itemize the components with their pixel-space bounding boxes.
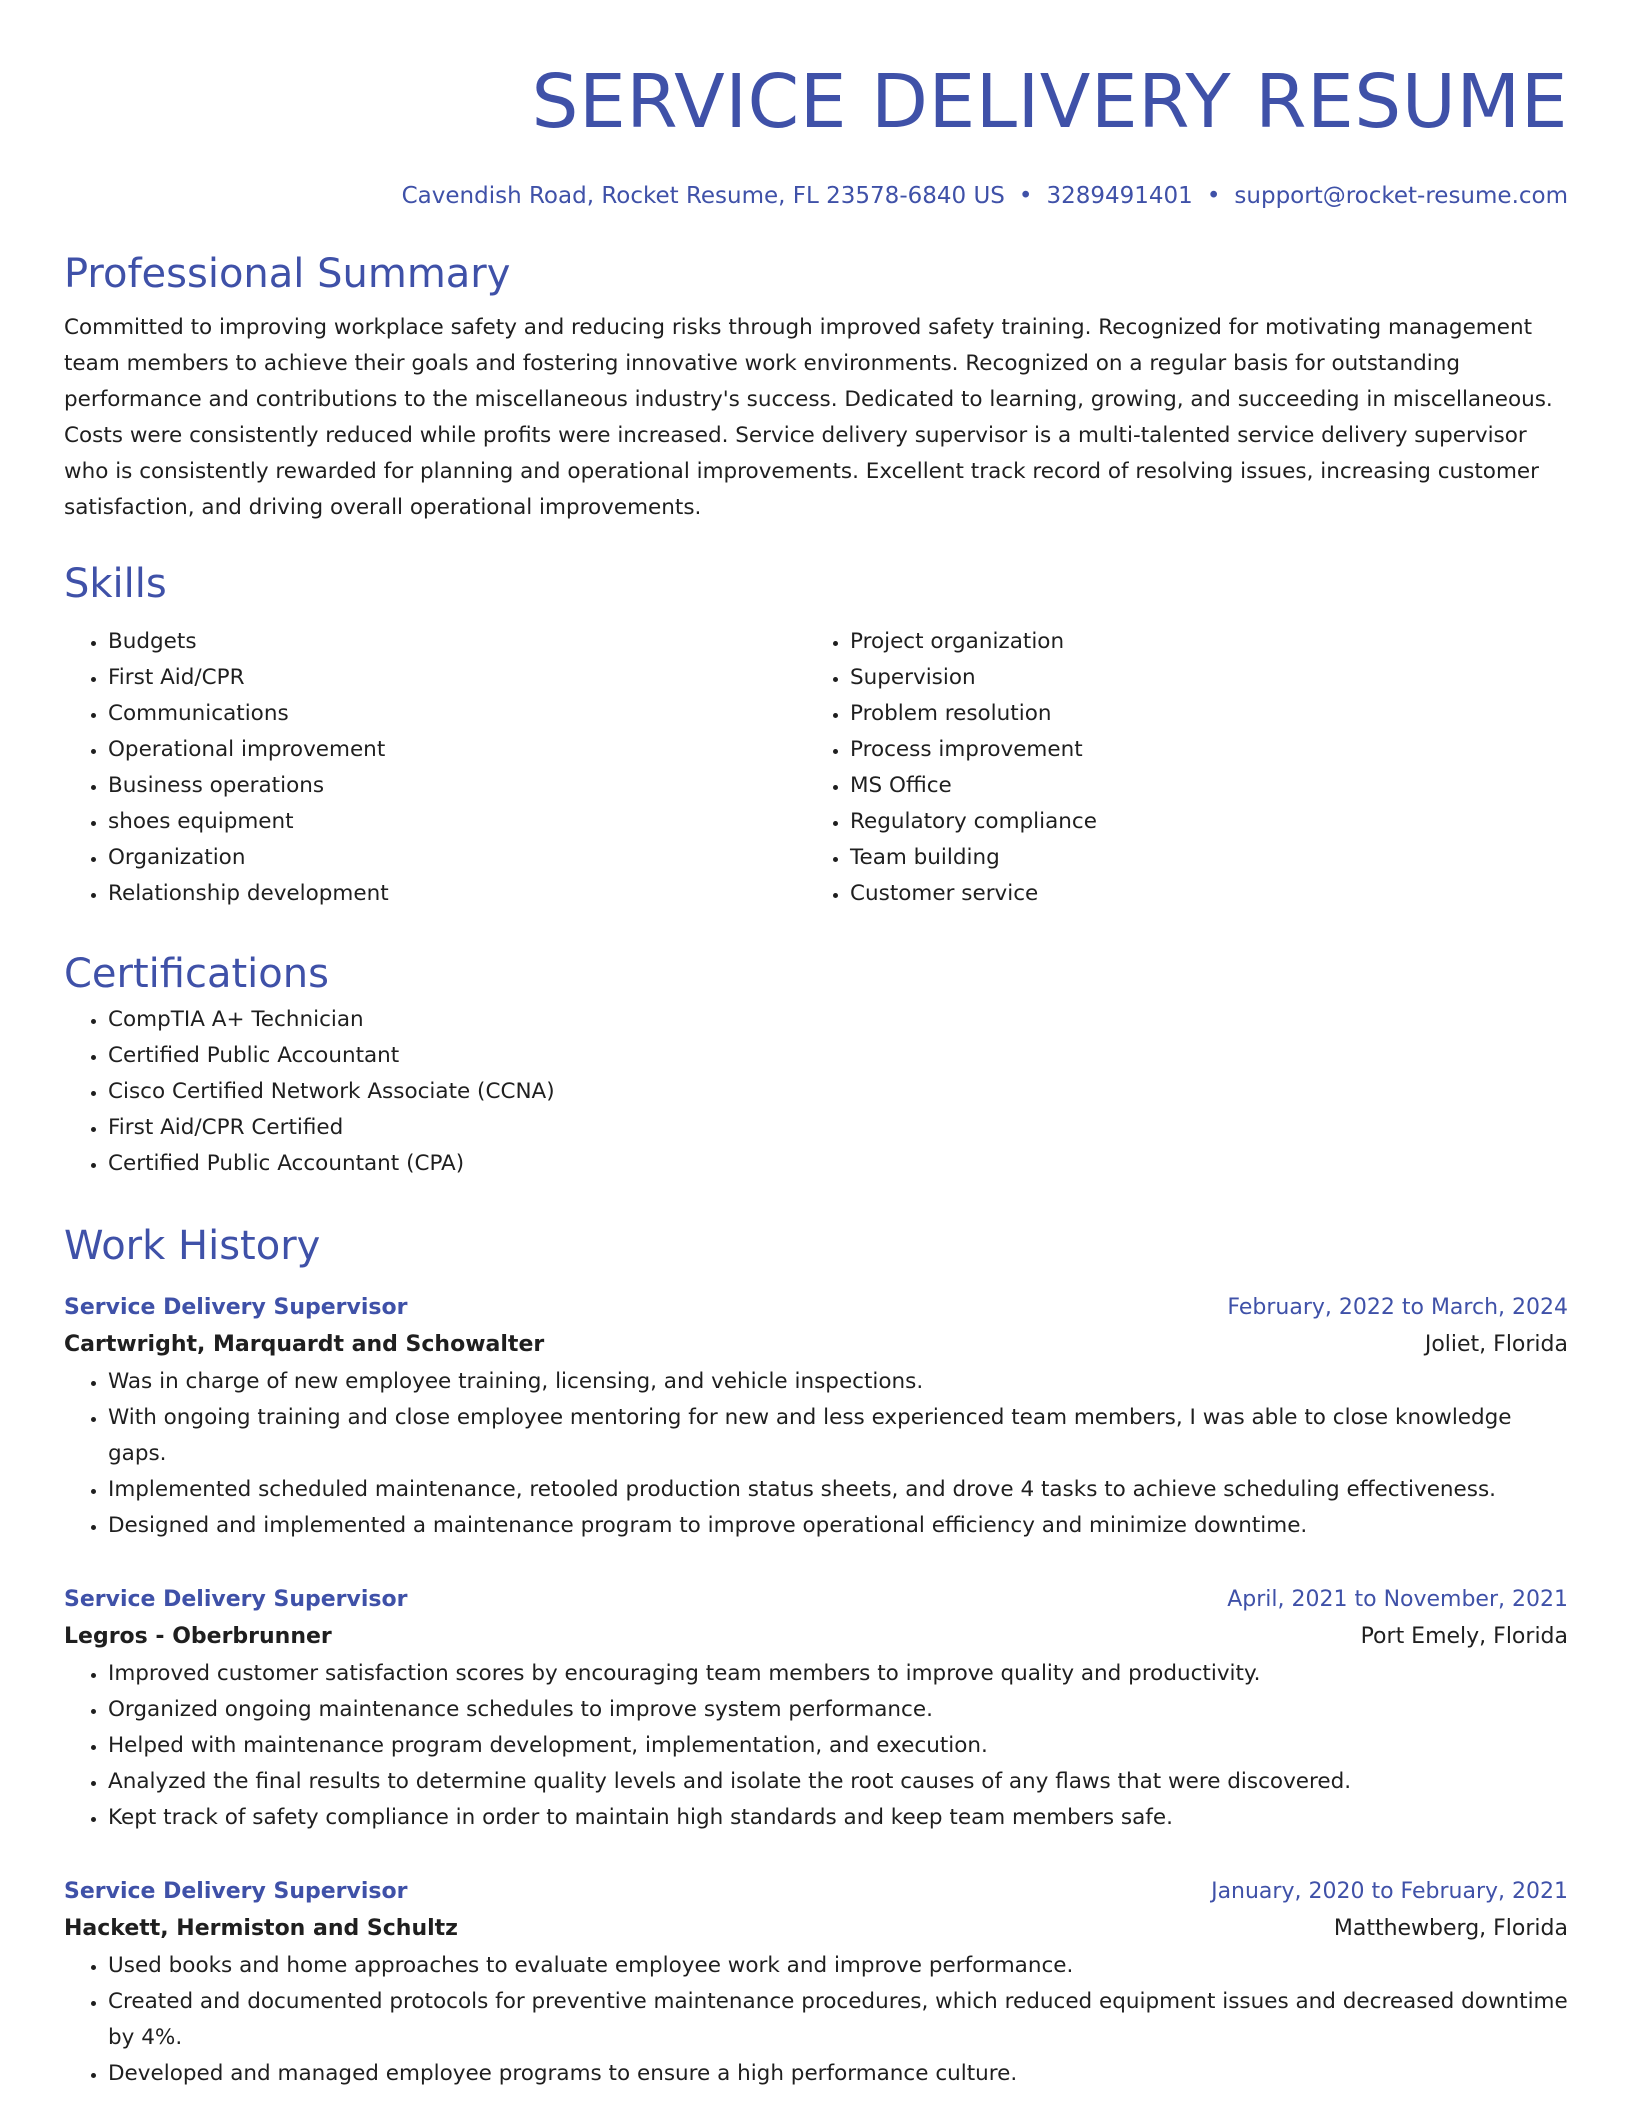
job-bullet: • Was in charge of new employee training, licensing, and vehicle inspections. (108, 1364, 1568, 1400)
resume-title: SERVICE DELIVERY RESUME (531, 59, 1568, 145)
job-header-row (64, 1874, 1568, 1910)
job-bullet: • With ongoing training and close employee mentoring for new and less experienced team members, I was able to close knowledge gaps. (108, 1400, 1568, 1472)
skill-item: • Organization (108, 840, 806, 876)
skill-item: • Supervision (850, 660, 1548, 696)
contact-email[interactable]: support@rocket-resume.com (1234, 183, 1568, 209)
skills-grid (64, 624, 1568, 912)
job-title: Service Delivery Supervisor (64, 1587, 408, 1612)
certification-item: • CompTIA A+ Technician (108, 1002, 1568, 1038)
section-heading-certifications: Certifications (64, 951, 329, 997)
certification-item: • Certified Public Accountant (CPA) (108, 1146, 1568, 1182)
certification-item: • First Aid/CPR Certified (108, 1110, 1568, 1146)
job-company-row (64, 1326, 1568, 1364)
skill-item: • Business operations (108, 768, 806, 804)
section-heading-skills: Skills (64, 561, 167, 607)
skill-item: • Operational improvement (108, 732, 806, 768)
job-title: Service Delivery Supervisor (64, 1295, 408, 1320)
job-bullet-list (64, 1656, 1568, 1836)
summary-text: Committed to improving workplace safety and reducing risks through improved safety training. Recognized for motivating management team members to achieve their goals and fostering innovative work environments. Recognized on a regular basis for outstanding performance and contributions to the miscellaneous industry's success. Dedicated to learning, growing, and succeeding in miscellaneous. Costs were consistently reduced while profits were increased. Service delivery supervisor is a multi-talented service delivery supervisor who is consistently rewarded for planning and operational improvements. Excellent track record of resolving issues, increasing customer satisfaction, and driving overall operational improvements. (64, 315, 1553, 520)
job-location: Port Emely, Florida (1360, 1624, 1568, 1649)
job-bullet: • Created and documented protocols for preventive maintenance procedures, which reduced equipment issues and decreased downtime by 4%. (108, 1984, 1568, 2056)
job-bullet: • Improved customer satisfaction scores by encouraging team members to improve quality and productivity. (108, 1656, 1568, 1692)
job-company: Cartwright, Marquardt and Schowalter (64, 1332, 545, 1357)
job-entry (64, 1290, 1568, 1544)
skill-item: • Customer service (850, 876, 1548, 912)
job-company: Hackett, Hermiston and Schultz (64, 1916, 458, 1941)
job-entry (64, 1582, 1568, 1836)
skills-section (64, 556, 1568, 912)
job-bullet: • Organized ongoing maintenance schedules to improve system performance. (108, 1692, 1568, 1728)
skill-item: • Budgets (108, 624, 806, 660)
job-company-row (64, 1618, 1568, 1656)
skill-item: • Communications (108, 696, 806, 732)
job-header-row (64, 1582, 1568, 1618)
certification-item: • Certified Public Accountant (108, 1038, 1568, 1074)
job-location: Joliet, Florida (1424, 1332, 1568, 1357)
contact-address: Cavendish Road, Rocket Resume, FL 23578-6840 US (401, 183, 1005, 209)
job-bullet: • Helped with maintenance program development, implementation, and execution. (108, 1728, 1568, 1764)
skill-item: • MS Office (850, 768, 1548, 804)
skill-item: • Process improvement (850, 732, 1548, 768)
job-entry (64, 1874, 1568, 2092)
job-bullet: • Kept track of safety compliance in order to maintain high standards and keep team members safe. (108, 1800, 1568, 1836)
professional-summary-section (64, 246, 1568, 526)
section-heading-summary: Professional Summary (64, 251, 511, 297)
skill-item: • Regulatory compliance (850, 804, 1548, 840)
skill-item: • First Aid/CPR (108, 660, 806, 696)
job-bullet: • Analyzed the final results to determine quality levels and isolate the root causes of any flaws that were discovered. (108, 1764, 1568, 1800)
job-dates: February, 2022 to March, 2024 (1227, 1295, 1568, 1320)
skill-item: • Problem resolution (850, 696, 1548, 732)
skills-list-right (806, 624, 1548, 912)
job-bullet: • Used books and home approaches to evaluate employee work and improve performance. (108, 1948, 1568, 1984)
section-heading-work-history: Work History (64, 1223, 321, 1269)
certifications-list (64, 1002, 1568, 1182)
job-bullet-list (64, 1948, 1568, 2092)
skill-item: • Team building (850, 840, 1548, 876)
skill-item: • Relationship development (108, 876, 806, 912)
job-title: Service Delivery Supervisor (64, 1879, 408, 1904)
job-dates: April, 2021 to November, 2021 (1227, 1587, 1568, 1612)
job-company-row (64, 1910, 1568, 1948)
contact-separator: • (1206, 183, 1221, 209)
contact-separator: • (1018, 183, 1033, 209)
work-history-section (64, 1218, 1568, 2092)
job-bullet: • Developed and managed employee programs to ensure a high performance culture. (108, 2056, 1568, 2092)
job-bullet: • Implemented scheduled maintenance, retooled production status sheets, and drove 4 tasks to achieve scheduling effectiveness. (108, 1472, 1568, 1508)
certifications-section (64, 946, 1568, 1182)
skill-item: • Project organization (850, 624, 1548, 660)
certification-item: • Cisco Certified Network Associate (CCNA) (108, 1074, 1568, 1110)
job-location: Matthewberg, Florida (1333, 1916, 1568, 1941)
skills-list-left (64, 624, 806, 912)
job-bullet: • Designed and implemented a maintenance program to improve operational efficiency and minimize downtime. (108, 1508, 1568, 1544)
job-bullet-list (64, 1364, 1568, 1544)
skill-item: • shoes equipment (108, 804, 806, 840)
job-dates: January, 2020 to February, 2021 (1211, 1879, 1568, 1904)
job-company: Legros - Oberbrunner (64, 1624, 332, 1649)
contact-phone: 3289491401 (1046, 183, 1193, 209)
job-header-row (64, 1290, 1568, 1326)
contact-line (64, 180, 1568, 212)
